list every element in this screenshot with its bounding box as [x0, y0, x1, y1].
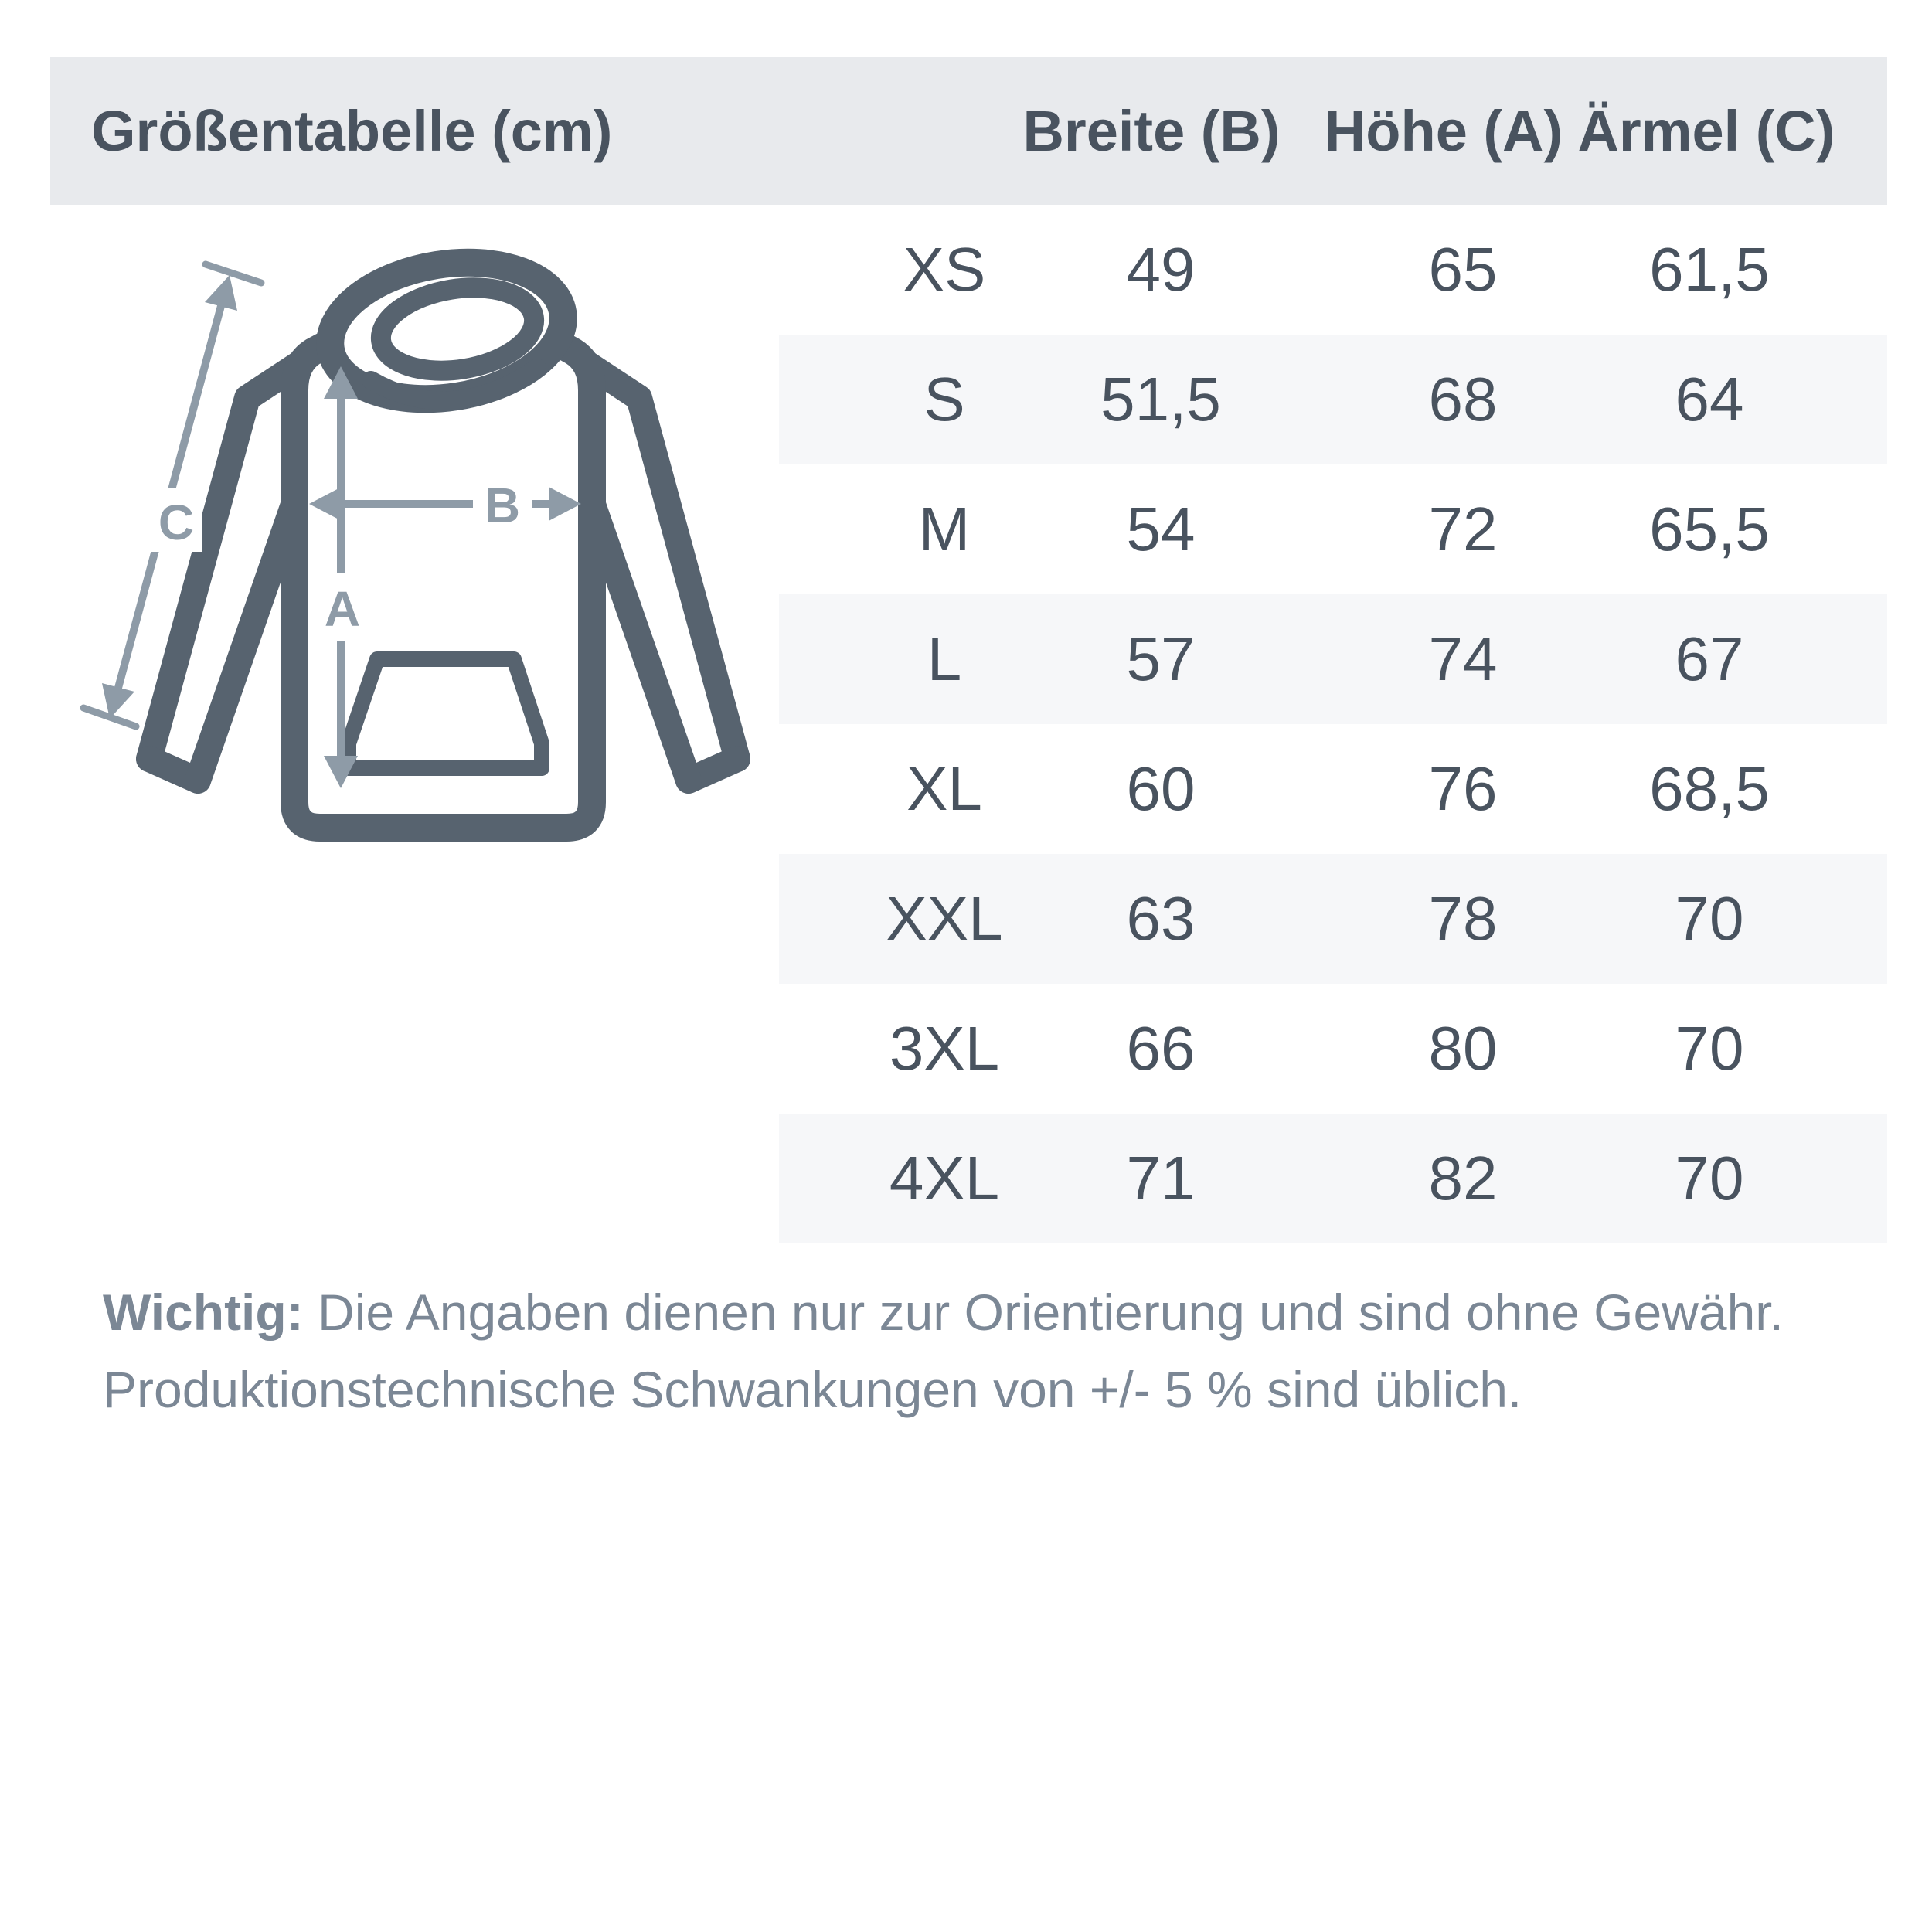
hoehe-cell: 78 [1428, 884, 1498, 953]
aermel-cell: 70 [1675, 884, 1744, 953]
column-header-hoehe: Höhe (A) [1324, 99, 1563, 163]
footer-note [103, 1274, 1911, 1428]
hoodie-diagram [46, 216, 788, 850]
breite-cell: 63 [1126, 884, 1196, 953]
footer-bold-prefix: Wichtig: [103, 1284, 304, 1341]
size-table-rows [779, 205, 1887, 1243]
hoehe-cell: 74 [1428, 624, 1498, 693]
column-header-aermel: Ärmel (C) [1577, 99, 1835, 163]
page-title: Größentabelle (cm) [91, 99, 613, 163]
dimension-b-label: B [484, 478, 521, 533]
table-row [779, 205, 1887, 335]
table-row [779, 464, 1887, 594]
size-cell: 3XL [889, 1014, 1000, 1083]
breite-cell: 51,5 [1100, 365, 1221, 434]
dimension-c-label-group [151, 488, 202, 552]
breite-cell: 49 [1126, 235, 1196, 304]
size-cell: M [918, 495, 971, 563]
aermel-cell: 65,5 [1649, 495, 1770, 563]
table-row [779, 724, 1887, 854]
aermel-cell: 68,5 [1649, 754, 1770, 823]
hoehe-cell: 72 [1428, 495, 1498, 563]
hoodie-pocket [349, 659, 542, 768]
footer-line-1-text: Die Angaben dienen nur zur Orientierung und sind ohne Gewähr. [303, 1284, 1784, 1341]
size-cell: L [927, 624, 962, 693]
table-row [779, 854, 1887, 984]
footer-line-1 [103, 1274, 1911, 1351]
column-header-breite: Breite (B) [1022, 99, 1281, 163]
aermel-cell: 70 [1675, 1144, 1744, 1213]
table-row [779, 594, 1887, 724]
size-cell: S [923, 365, 965, 434]
breite-cell: 54 [1126, 495, 1196, 563]
aermel-cell: 70 [1675, 1014, 1744, 1083]
breite-cell: 57 [1126, 624, 1196, 693]
aermel-cell: 67 [1675, 624, 1744, 693]
hoehe-cell: 68 [1428, 365, 1498, 434]
hoehe-cell: 76 [1428, 754, 1498, 823]
hoehe-cell: 80 [1428, 1014, 1498, 1083]
hoehe-cell: 82 [1428, 1144, 1498, 1213]
breite-cell: 60 [1126, 754, 1196, 823]
footer-line-2: Produktionstechnische Schwankungen von +/- 5 % sind üblich. [103, 1361, 1522, 1418]
aermel-cell: 64 [1675, 365, 1744, 434]
dimension-a-label: A [324, 581, 361, 637]
breite-cell: 71 [1126, 1144, 1196, 1213]
table-row [779, 984, 1887, 1114]
table-row [779, 335, 1887, 464]
aermel-cell: 61,5 [1649, 235, 1770, 304]
dimension-c-label: C [158, 495, 195, 550]
breite-cell: 66 [1126, 1014, 1196, 1083]
hoehe-cell: 65 [1428, 235, 1498, 304]
size-cell: XS [903, 235, 986, 304]
header-band [50, 57, 1887, 205]
size-cell: XXL [886, 884, 1003, 953]
size-cell: XL [906, 754, 982, 823]
size-cell: 4XL [889, 1144, 1000, 1213]
table-row [779, 1114, 1887, 1243]
